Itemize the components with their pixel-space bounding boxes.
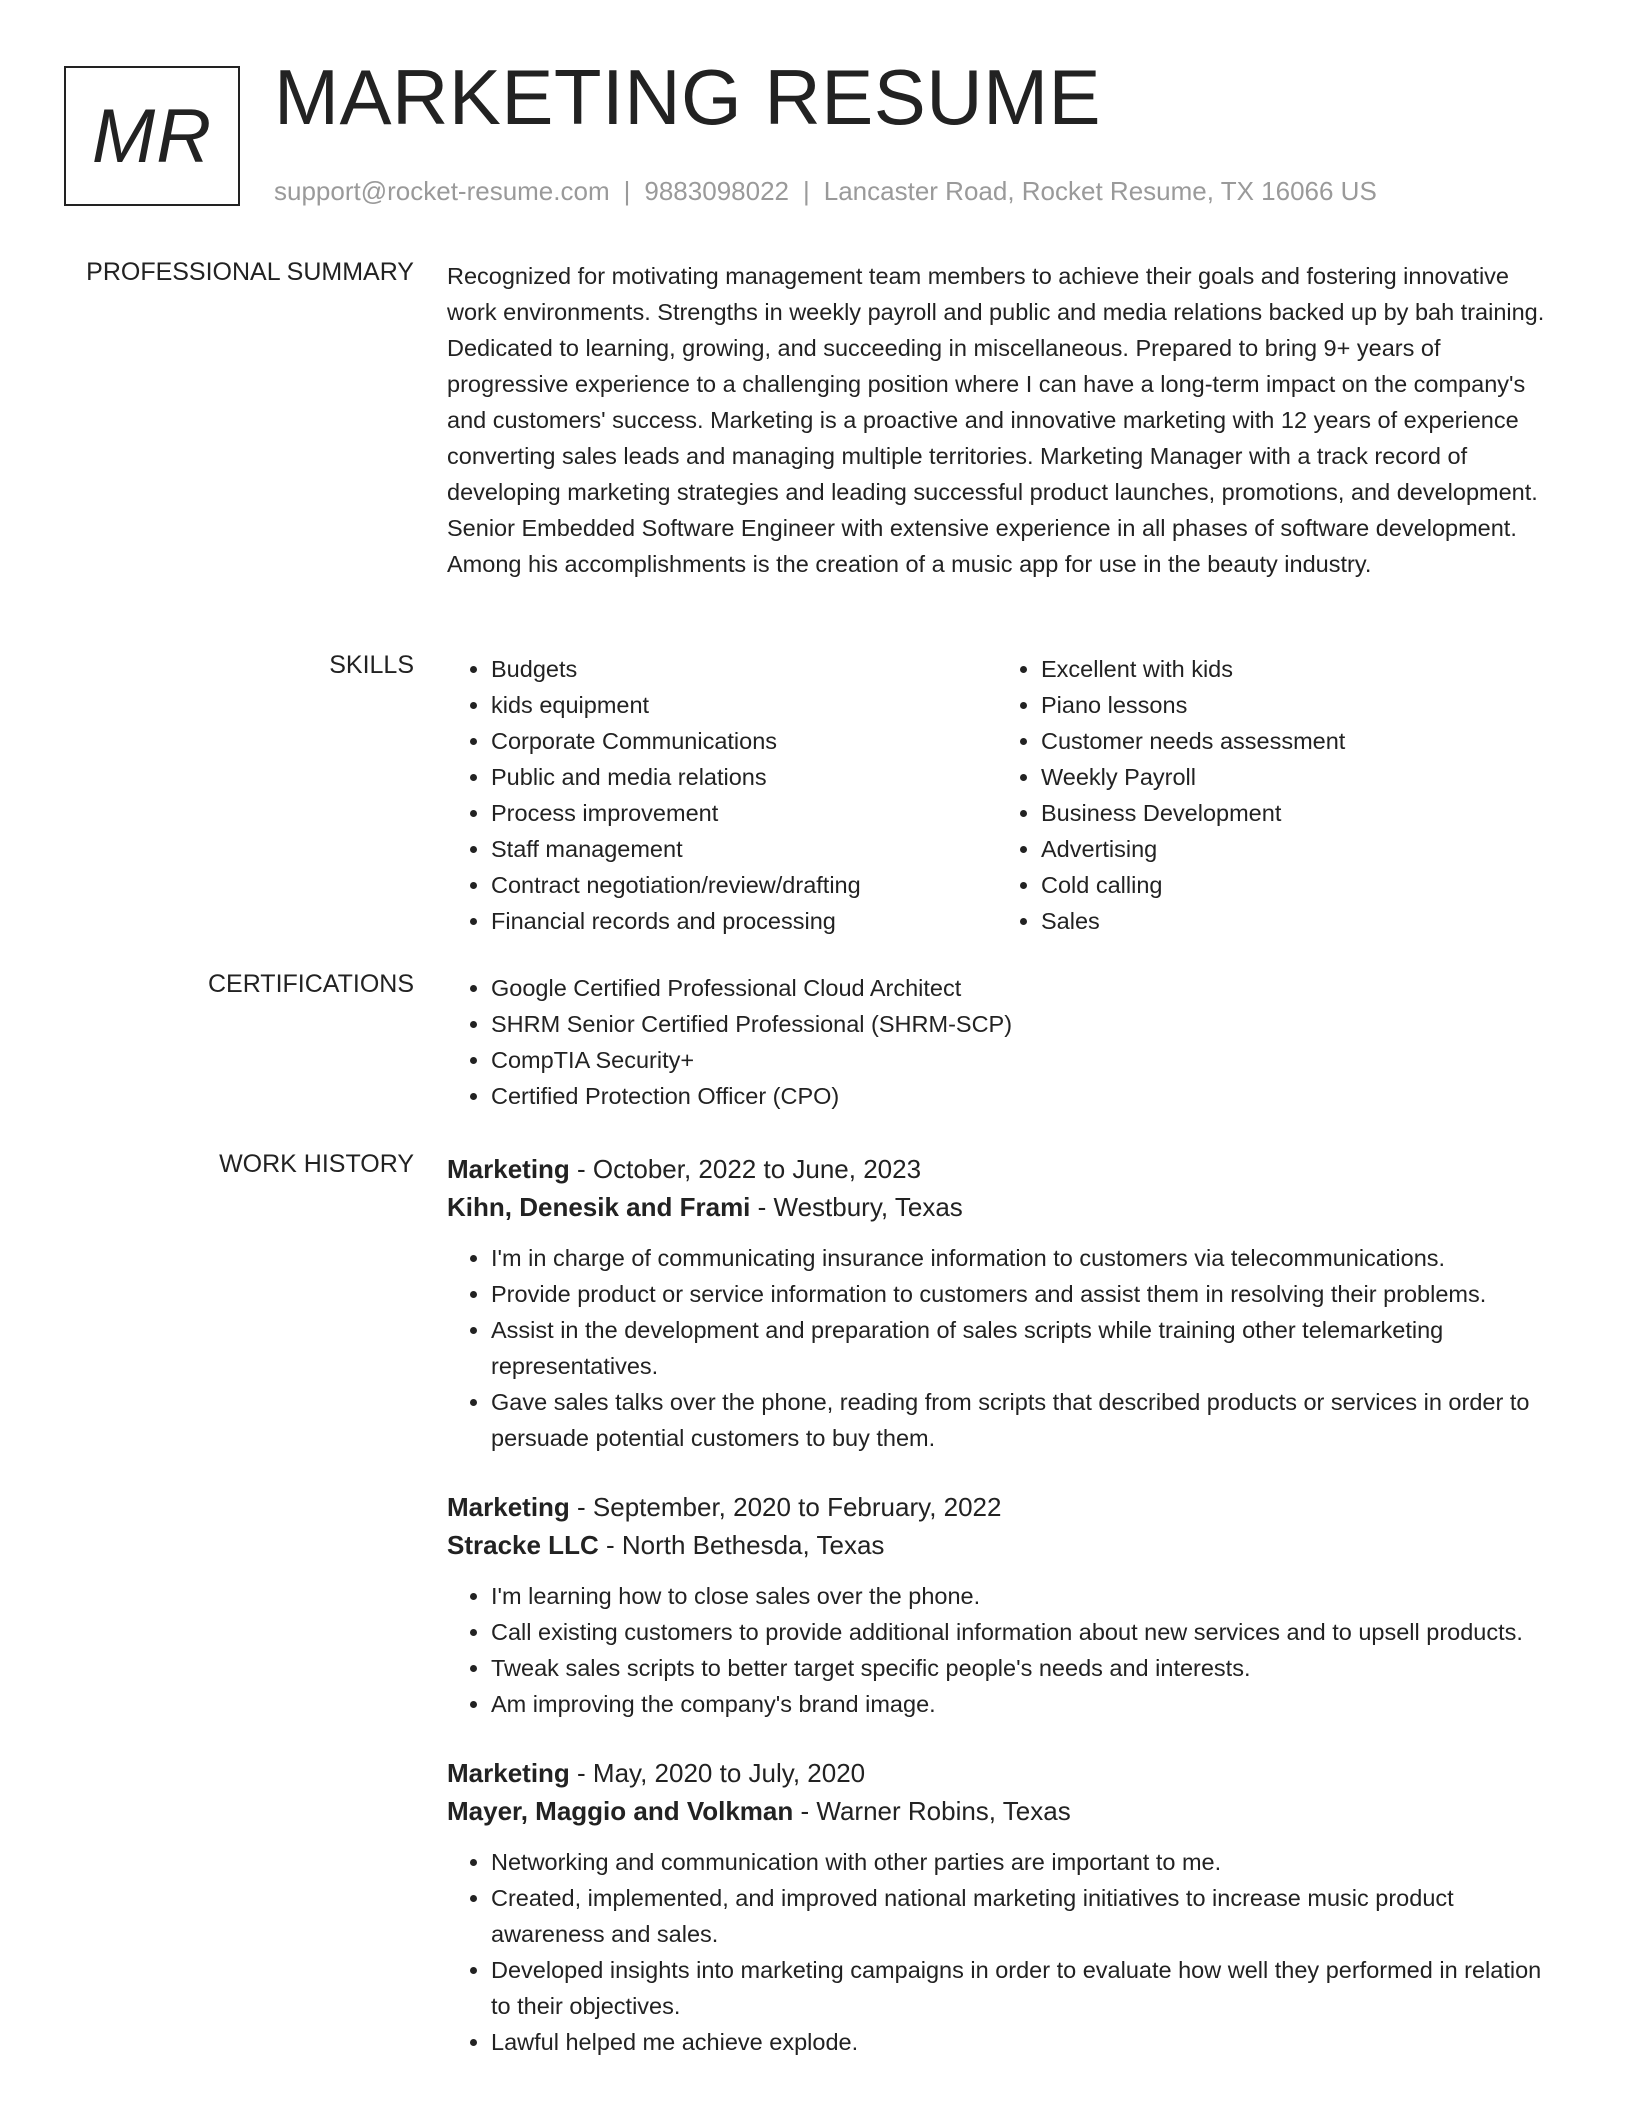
skills-column-right [997, 651, 1517, 939]
job-title-line [447, 1488, 1562, 1526]
skill-item: • Public and media relations [491, 759, 967, 795]
monogram-logo: MR [64, 66, 240, 206]
certifications-label: CERTIFICATIONS [207, 970, 414, 998]
job-bullet: • Am improving the company's brand image. [491, 1686, 1562, 1722]
skill-item: • Staff management [491, 831, 967, 867]
certification-item: • SHRM Senior Certified Professional (SHRM-SCP) [491, 1006, 1562, 1042]
skill-item: • Piano lessons [1041, 687, 1517, 723]
resume-title: MARKETING RESUME [274, 53, 1102, 141]
job-bullet: • Networking and communication with other parties are important to me. [491, 1844, 1562, 1880]
job-entry [447, 1150, 1562, 1456]
work-history-body [447, 1150, 1562, 2060]
job-entry [447, 1754, 1562, 2060]
job-company: Kihn, Denesik and Frami [447, 1192, 751, 1222]
job-title: Marketing [447, 1492, 570, 1522]
skill-item: • Sales [1041, 903, 1517, 939]
contact-phone[interactable]: 9883098022 [644, 176, 789, 206]
skill-item: • Budgets [491, 651, 967, 687]
job-bullets [447, 1240, 1562, 1456]
job-entry [447, 1488, 1562, 1722]
contact-address: Lancaster Road, Rocket Resume, TX 16066 US [823, 176, 1377, 206]
job-dates: - May, 2020 to July, 2020 [569, 1758, 866, 1788]
job-location: - Warner Robins, Texas [793, 1796, 1071, 1826]
job-location: - Westbury, Texas [750, 1192, 963, 1222]
skill-item: • Cold calling [1041, 867, 1517, 903]
job-company: Mayer, Maggio and Volkman [447, 1796, 794, 1826]
job-bullet: • Call existing customers to provide additional information about new services and to upsell products. [491, 1614, 1562, 1650]
skills-label: SKILLS [329, 651, 414, 679]
skill-item: • Advertising [1041, 831, 1517, 867]
job-bullet: • Assist in the development and preparation of sales scripts while training other telemarketing representatives. [491, 1312, 1562, 1384]
job-bullet: • Gave sales talks over the phone, reading from scripts that described products or services in order to persuade potential customers to buy them. [491, 1384, 1562, 1456]
job-bullet: • Lawful helped me achieve explode. [491, 2024, 1562, 2060]
work-history-label: WORK HISTORY [219, 1150, 414, 1178]
job-bullet: • Created, implemented, and improved national marketing initiatives to increase music product awareness and sales. [491, 1880, 1562, 1952]
certification-item: • Google Certified Professional Cloud Architect [491, 970, 1562, 1006]
job-dates: - October, 2022 to June, 2023 [569, 1154, 922, 1184]
certification-item: • CompTIA Security+ [491, 1042, 1562, 1078]
skill-item: • Customer needs assessment [1041, 723, 1517, 759]
skill-item: • Financial records and processing [491, 903, 967, 939]
job-title-line [447, 1754, 1562, 1792]
contact-separator: | [623, 176, 631, 206]
contact-line [274, 176, 1377, 207]
job-title-line [447, 1150, 1562, 1188]
certifications-body [447, 970, 1562, 1114]
skill-item: • Process improvement [491, 795, 967, 831]
skill-item: • Corporate Communications [491, 723, 967, 759]
skill-item: • Contract negotiation/review/drafting [491, 867, 967, 903]
certification-item: • Certified Protection Officer (CPO) [491, 1078, 1562, 1114]
contact-email[interactable]: support@rocket-resume.com [274, 176, 610, 206]
skill-item: • Excellent with kids [1041, 651, 1517, 687]
job-bullet: • I'm in charge of communicating insurance information to customers via telecommunications. [491, 1240, 1562, 1276]
skill-item: • Business Development [1041, 795, 1517, 831]
job-company: Stracke LLC [447, 1530, 599, 1560]
job-location: - North Bethesda, Texas [598, 1530, 885, 1560]
job-bullets [447, 1844, 1562, 2060]
job-title: Marketing [447, 1154, 570, 1184]
skill-item: • kids equipment [491, 687, 967, 723]
job-title: Marketing [447, 1758, 570, 1788]
summary-text: Recognized for motivating management team members to achieve their goals and fostering innovative work environments. Strengths in weekly payroll and public and media relations backed up by bah training. Dedicated to learning, growing, and succeeding in miscellaneous. Prepared to bring 9+ years of progressive experience to a challenging position where I can have a long-term impact on the company's and customers' success. Marketing is a proactive and innovative marketing with 12 years of experience converting sales leads and managing multiple territories. Marketing Manager with a track record of developing marketing strategies and leading successful product launches, promotions, and development. Senior Embedded Software Engineer with extensive experience in all phases of software development. Among his accomplishments is the creation of a music app for use in the beauty industry. [447, 263, 1545, 577]
job-bullet: • Provide product or service information to customers and assist them in resolving their problems. [491, 1276, 1562, 1312]
job-bullets [447, 1578, 1562, 1722]
job-company-line [447, 1792, 1562, 1830]
job-bullet: • Developed insights into marketing campaigns in order to evaluate how well they performed in relation to their objectives. [491, 1952, 1562, 2024]
job-company-line [447, 1526, 1562, 1564]
job-dates: - September, 2020 to February, 2022 [569, 1492, 1002, 1522]
summary-label: PROFESSIONAL SUMMARY [86, 258, 414, 286]
contact-separator: | [803, 176, 810, 206]
job-bullet: • Tweak sales scripts to better target specific people's needs and interests. [491, 1650, 1562, 1686]
job-company-line [447, 1188, 1562, 1226]
skills-column-left [447, 651, 967, 939]
job-bullet: • I'm learning how to close sales over the phone. [491, 1578, 1562, 1614]
skill-item: • Weekly Payroll [1041, 759, 1517, 795]
